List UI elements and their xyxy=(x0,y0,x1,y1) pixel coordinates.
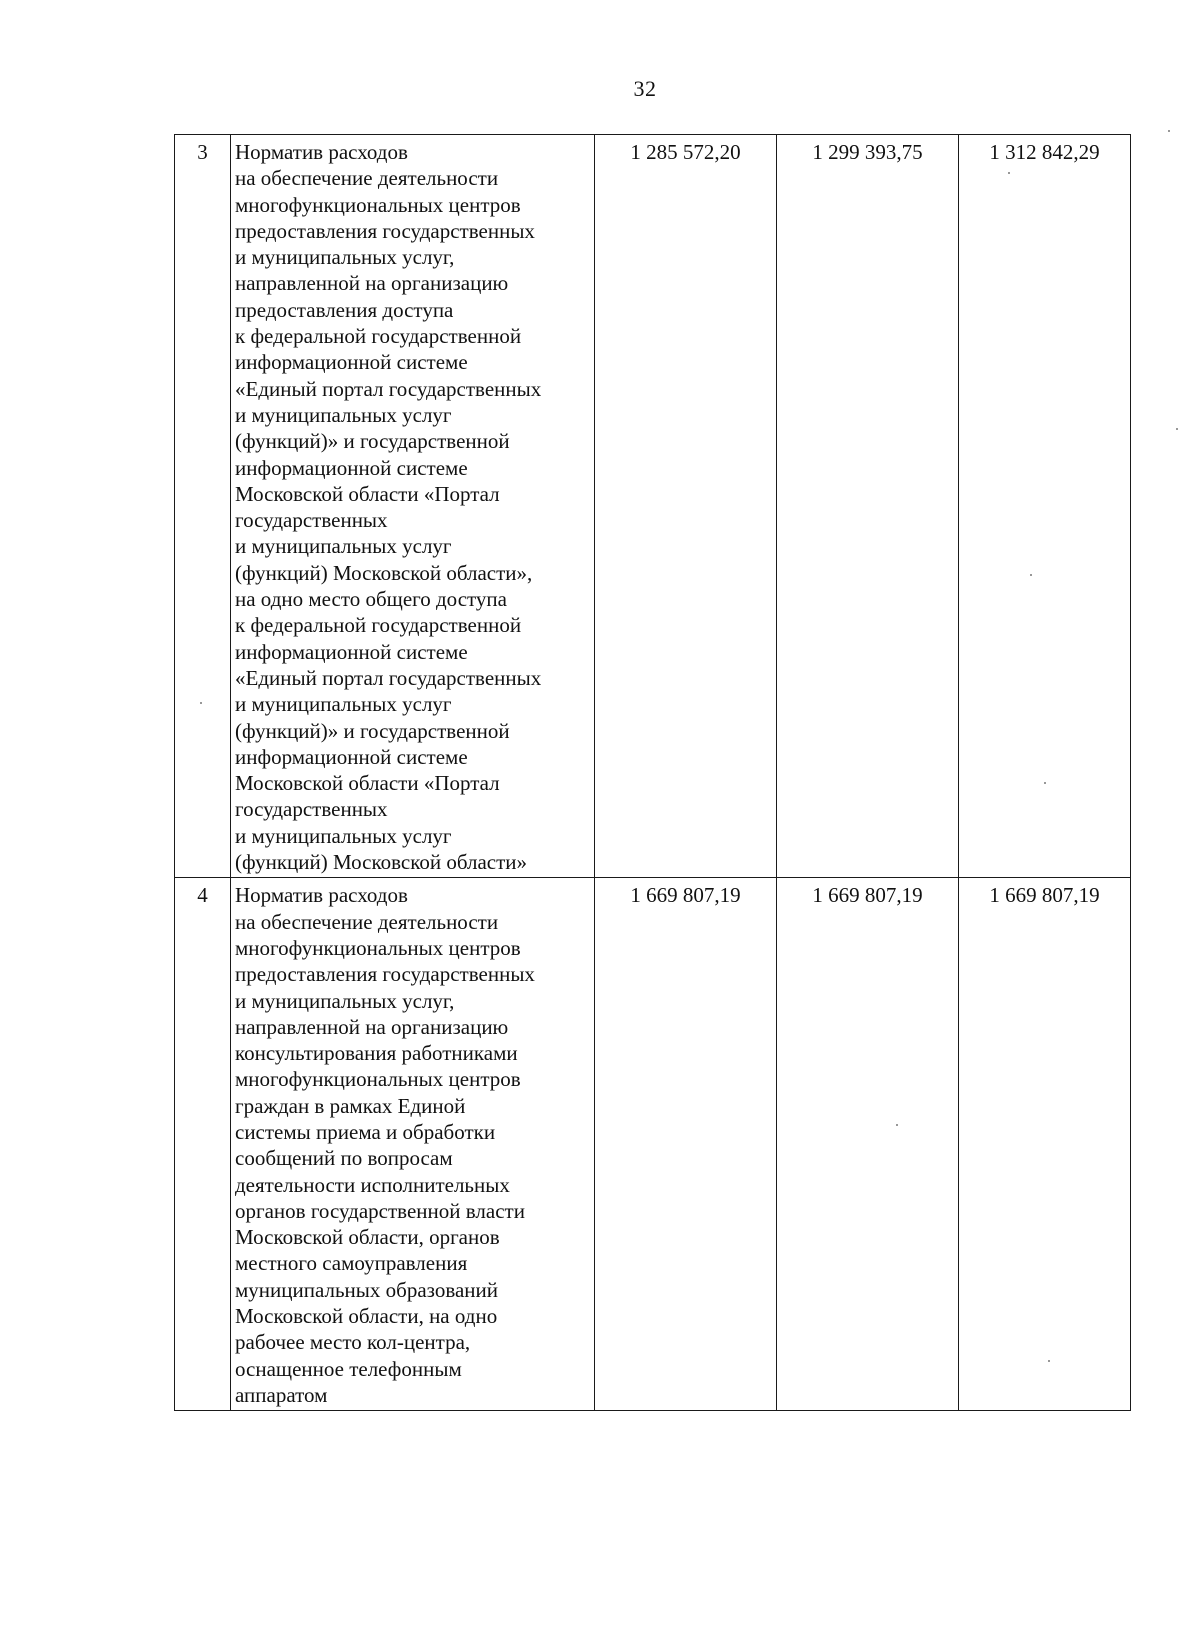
scan-speck xyxy=(1176,428,1178,430)
scan-speck xyxy=(1048,1360,1050,1362)
value-year-3: 1 669 807,19 xyxy=(959,878,1131,1411)
row-number: 4 xyxy=(175,878,231,1411)
value-year-3: 1 312 842,29 xyxy=(959,135,1131,878)
scan-speck xyxy=(200,702,202,704)
scan-speck xyxy=(1168,130,1170,132)
norm-description: Норматив расходов на обеспечение деятельности многофункциональных центров предоставления государственных и муниципальных услуг, направленной на организацию предоставления доступа к федеральной государственной информационной системе «Единый портал государственных и муниципальных услуг (функций)» и государственной информационной системе Московской области «Портал государственных и муниципальных услуг (функций) Московской области», на одно место общего доступа к федеральной государственной информационной системе «Единый портал государственных и муниципальных услуг (функций)» и государственной информационной системе Московской области «Портал государственных и муниципальных услуг (функций) Московской области» xyxy=(231,135,595,878)
value-year-1: 1 669 807,19 xyxy=(595,878,777,1411)
row-number: 3 xyxy=(175,135,231,878)
scan-speck xyxy=(896,1124,898,1126)
table-row xyxy=(175,878,1131,1411)
scan-speck xyxy=(1044,782,1046,784)
page-number: 32 xyxy=(633,76,657,101)
scan-speck xyxy=(1008,172,1010,174)
norms-table xyxy=(174,134,1131,1411)
table-row xyxy=(175,135,1131,878)
scan-speck xyxy=(1030,574,1032,576)
value-year-2: 1 669 807,19 xyxy=(777,878,959,1411)
norm-description: Норматив расходов на обеспечение деятельности многофункциональных центров предоставления государственных и муниципальных услуг, направленной на организацию консультирования работниками многофункциональных центров граждан в рамках Единой системы приема и обработки сообщений по вопросам деятельности исполнительных органов государственной власти Московской области, органов местного самоуправления муниципальных образований Московской области, на одно рабочее место кол-центра, оснащенное телефонным аппаратом xyxy=(231,878,595,1411)
value-year-1: 1 285 572,20 xyxy=(595,135,777,878)
value-year-2: 1 299 393,75 xyxy=(777,135,959,878)
